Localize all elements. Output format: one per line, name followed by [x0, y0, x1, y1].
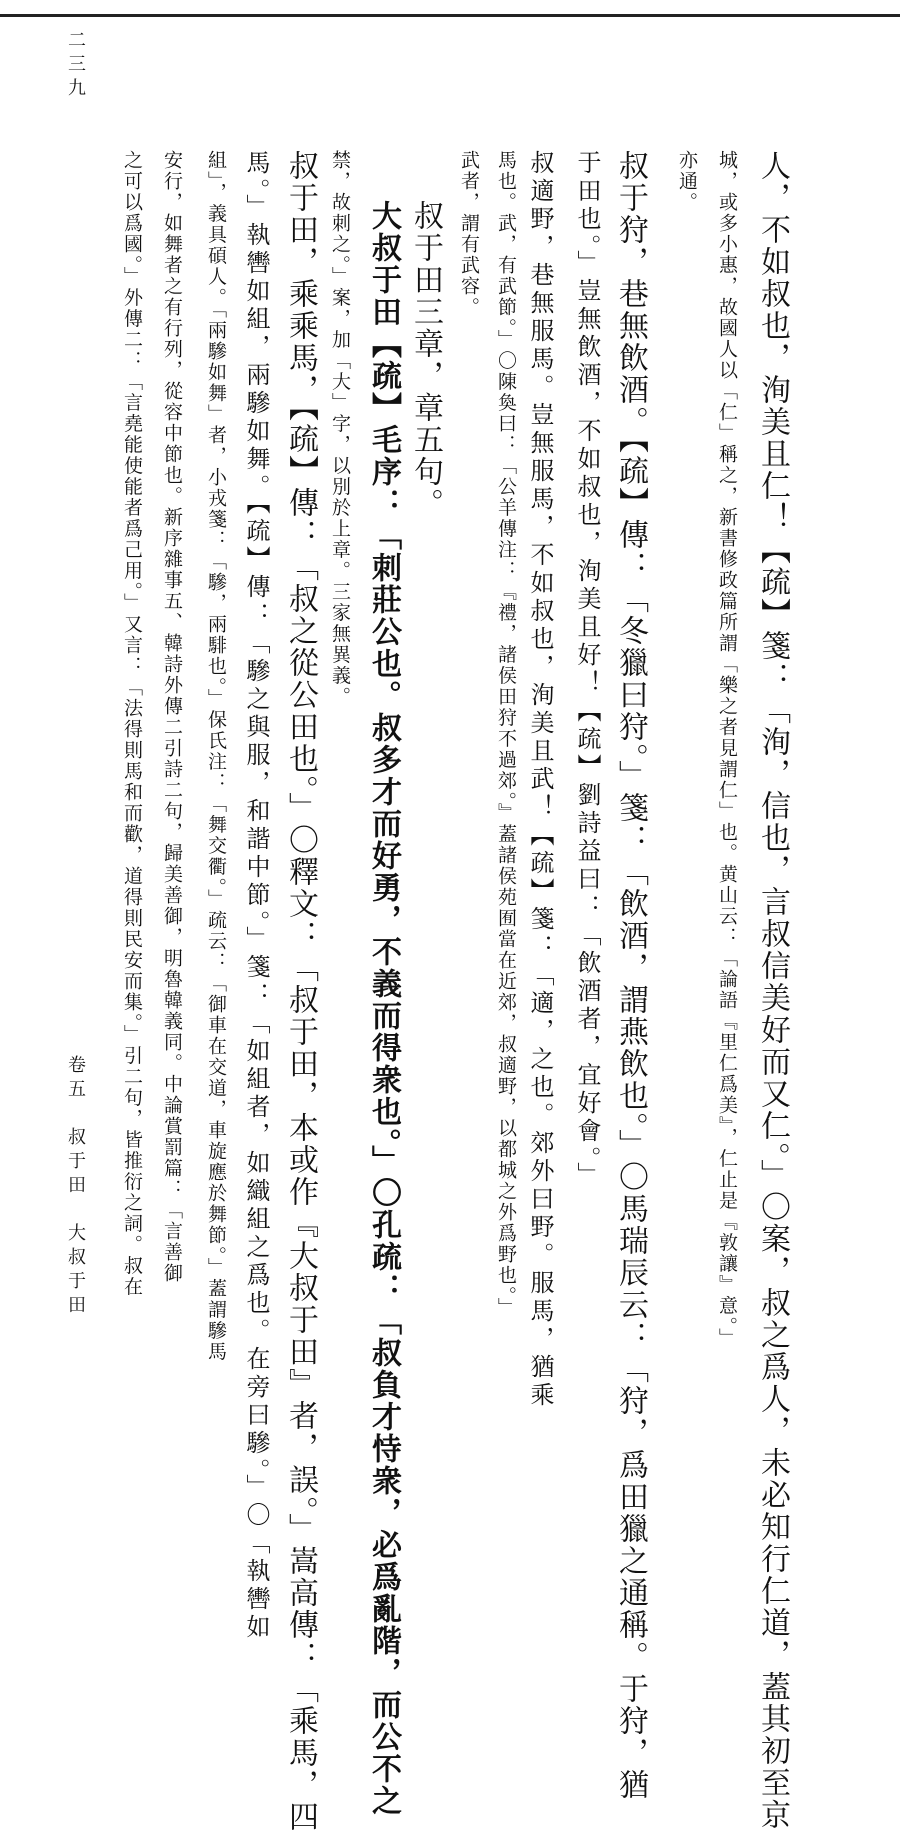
text-column: 叔于田，乘乘馬，【疏】傳：「叔之從公田也。」〇釋文：「叔于田，本或作『大叔于田』者，誤。」嵩高傳：「乘馬，四	[283, 150, 318, 1833]
text-column: 亦通。	[676, 150, 698, 213]
running-head: 卷五 叔于田 大叔于田	[65, 1055, 86, 1319]
text-column: 組」，義具碩人。「兩驂如舞」者，小戎箋：「驂，兩騑也。」保氏注：「舞交衢。」疏云：「御車在交道，車旋應於舞節。」蓋謂驂馬	[205, 150, 227, 1363]
text-column: 馬。」執轡如組，兩驂如舞。【疏】傳：「驂之與服，和諧中節。」箋：「如組者，如織組之爲也。在旁曰驂。」〇「執轡如	[242, 150, 270, 1642]
text-column: 叔于狩，巷無飲酒。【疏】傳：「冬獵曰狩。」箋：「飲酒，謂燕飲也。」〇馬瑞辰云：「狩，爲田獵之通稱。于狩，猶	[613, 150, 648, 1801]
text-column: 安行，如舞者之有行列，從容中節也。新序雜事五、韓詩外傳二引詩二句，歸美善御，明魯韓義同。中論賞罰篇：「言善御	[161, 150, 183, 1284]
text-column: 叔適野，巷無服馬。豈無服馬，不如叔也，洵美且武！【疏】箋：「適，之也。郊外曰野。服馬，猶乘	[526, 150, 554, 1410]
text-column: 武者，謂有武容。	[458, 150, 480, 318]
text-column: 之可以爲國。」外傳二：「言堯能使能者爲己用。」又言：「法得則馬和而歡，道得則民安而集。」引二句，皆推衍之詞。叔在	[121, 150, 143, 1298]
text-column: 馬也。武，有武節。」〇陳奐曰：「公羊傳注：『禮，諸侯田狩不過郊。』蓋諸侯苑囿當在近郊，叔適野，以都城之外爲野也。」	[495, 150, 517, 1319]
text-column: 叔于田三章，章五句。	[408, 200, 443, 520]
text-column: 人，不如叔也，洵美且仁！【疏】箋：「洵，信也，言叔信美好而又仁。」〇案，叔之爲人，未必知行仁道，蓋其初至京	[755, 150, 790, 1831]
page-number: 二三九	[65, 30, 86, 102]
top-rule	[0, 14, 900, 17]
text-column: 禁，故刺之。」案，加「大」字，以別於上章。三家無異義。	[329, 150, 351, 708]
text-column: 大叔于田【疏】毛序：「刺莊公也。叔多才而好勇，不義而得衆也。」〇孔疏：「叔負才恃衆，必爲亂階，而公不之	[366, 200, 401, 1817]
text-column: 城，或多小惠，故國人以「仁」稱之，新書修政篇所謂「樂之者見謂仁」也。黄山云：「論語『里仁爲美』，仁止是『敦讓』意。」	[716, 150, 738, 1349]
text-column: 于田也。」豈無飲酒，不如叔也，洵美且好！【疏】劉詩益曰：「飲酒者，宜好會。」	[573, 150, 601, 1190]
